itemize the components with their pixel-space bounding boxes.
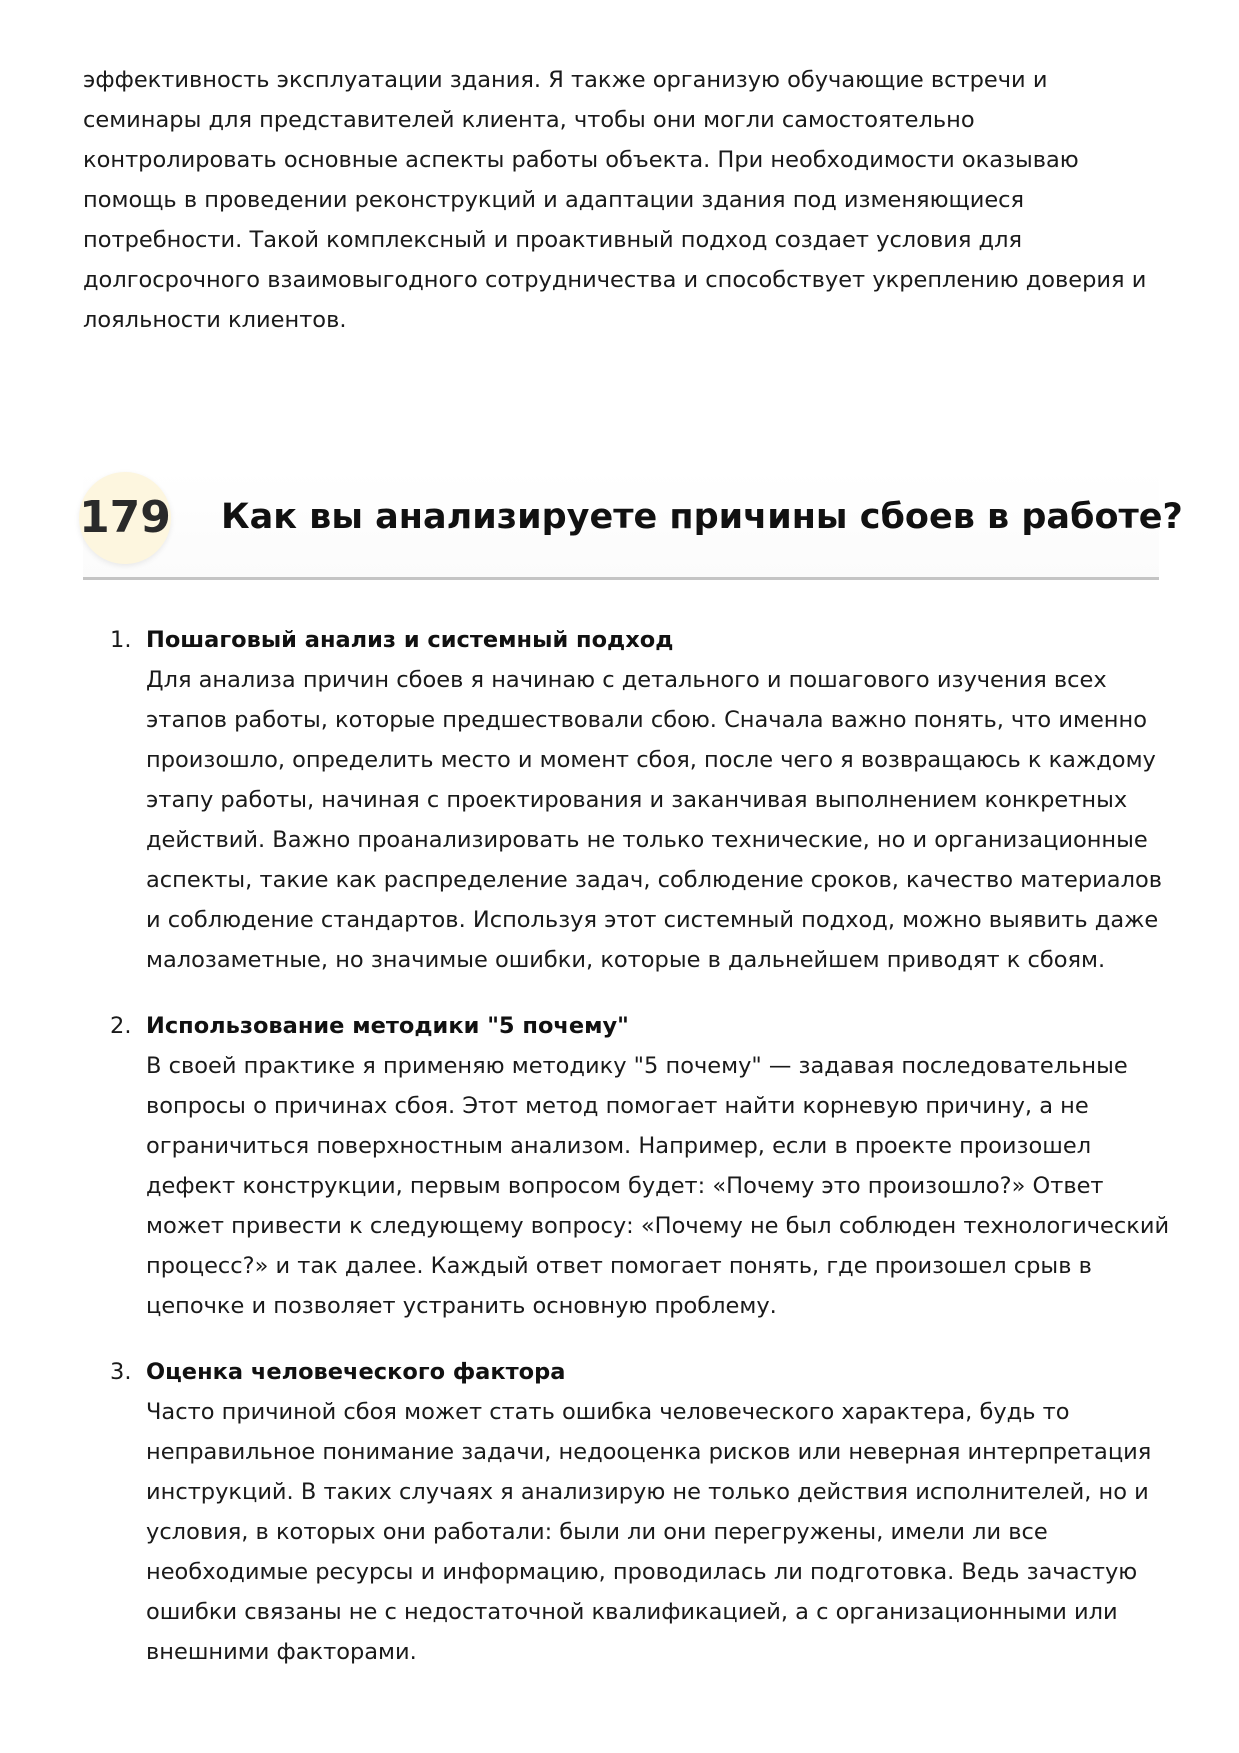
question-header <box>79 470 1183 580</box>
answer-item <box>110 1352 1170 1672</box>
answer-number: 1. <box>110 627 132 653</box>
answer-text: В своей практике я применяю методику "5 почему" — задавая последовательные вопросы о причинах сбоя. Этот метод помогает найти корневую причину, а не ограничиться поверхностным анализом. Например, если в проекте произошел дефект конструкции, первым вопросом будет: «Почему это произошло?» Ответ может привести к следующему вопросу: «Почему не был соблюден технологический процесс?» и так далее. Каждый ответ помогает понять, где произошел срыв в цепочке и позволяет устранить основную проблему. <box>146 1053 1170 1319</box>
answer-heading: Пошаговый анализ и системный подход <box>146 627 674 653</box>
answer-item <box>110 1006 1170 1326</box>
question-number-badge: 179 <box>79 472 171 564</box>
answer-number: 2. <box>110 1013 132 1039</box>
answer-item <box>110 620 1170 980</box>
answer-heading: Использование методики "5 почему" <box>146 1013 629 1039</box>
answer-text: Часто причиной сбоя может стать ошибка человеческого характера, будь то неправильное понимание задачи, недооценка рисков или неверная интерпретация инструкций. В таких случаях я анализирую не только действия исполнителей, но и условия, в которых они работали: были ли они перегружены, имели ли все необходимые ресурсы и информацию, проводилась ли подготовка. Ведь зачастую ошибки связаны не с недостаточной квалификацией, а с организационными или внешними факторами. <box>146 1399 1152 1665</box>
answer-heading: Оценка человеческого фактора <box>146 1359 566 1385</box>
question-title: Как вы анализируете причины сбоев в работе? <box>221 497 1183 537</box>
answer-number: 3. <box>110 1359 132 1385</box>
answer-list <box>110 620 1170 1698</box>
answer-text: Для анализа причин сбоев я начинаю с детального и пошагового изучения всех этапов работы, которые предшествовали сбою. Сначала важно понять, что именно произошло, определить место и момент сбоя, после чего я возвращаюсь к каждому этапу работы, начиная с проектирования и заканчивая выполнением конкретных действий. Важно проанализировать не только технические, но и организационные аспекты, такие как распределение задач, соблюдение сроков, качество материалов и соблюдение стандартов. Используя этот системный подход, можно выявить даже малозаметные, но значимые ошибки, которые в дальнейшем приводят к сбоям. <box>146 667 1163 973</box>
intro-paragraph: эффективность эксплуатации здания. Я также организую обучающие встречи и семинары для представителей клиента, чтобы они могли самостоятельно контролировать основные аспекты работы объекта. При необходимости оказываю помощь в проведении реконструкций и адаптации здания под изменяющиеся потребности. Такой комплексный и проактивный подход создает условия для долгосрочного взаимовыгодного сотрудничества и способствует укреплению доверия и лояльности клиентов. <box>83 67 1147 333</box>
